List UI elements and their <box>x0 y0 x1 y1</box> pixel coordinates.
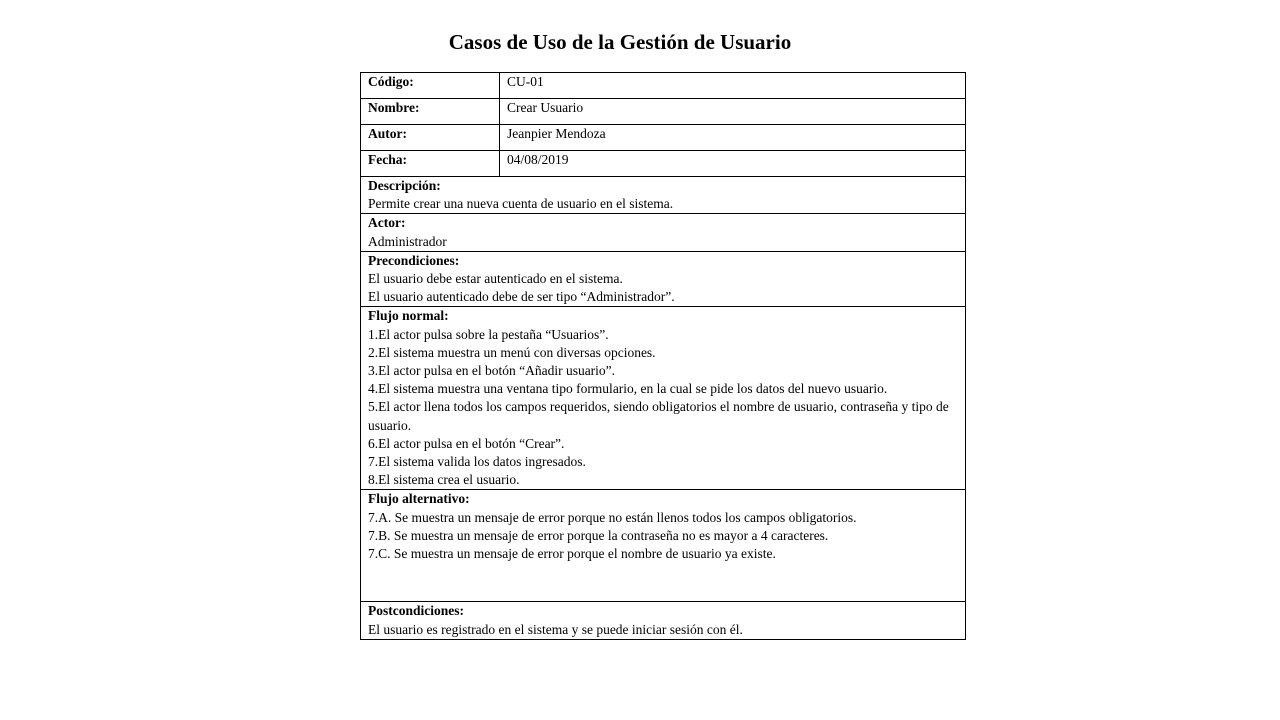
flujo-normal-step: 3.El actor pulsa en el botón “Añadir usuario”. <box>368 363 616 379</box>
field-value-fecha: 04/08/2019 <box>500 151 966 177</box>
descripcion-label: Descripción: <box>368 178 441 193</box>
flujo-normal-step: 1.El actor pulsa sobre la pestaña “Usuarios”. <box>368 326 609 342</box>
flujo-normal-step: 7.El sistema valida los datos ingresados. <box>368 454 586 470</box>
field-row-codigo <box>361 73 966 99</box>
flujo-normal-step: 5.El actor llena todos los campos requeridos, siendo obligatorios el nombre de usuario, contraseña y tipo de usuario. <box>368 399 949 433</box>
flujo-normal-label: Flujo normal: <box>368 308 449 324</box>
field-row-nombre <box>361 99 966 125</box>
field-label-fecha: Fecha: <box>361 151 500 177</box>
section-actor <box>361 214 966 251</box>
precondicion-item: El usuario autenticado debe de ser tipo “Administrador”. <box>368 289 675 305</box>
precondicion-item: El usuario debe estar autenticado en el sistema. <box>368 271 623 287</box>
flujo-normal-step: 6.El actor pulsa en el botón “Crear”. <box>368 435 565 451</box>
document-title: Casos de Uso de la Gestión de Usuario <box>448 30 792 54</box>
field-label-autor: Autor: <box>361 125 500 151</box>
flujo-alternativo-step: 7.C. Se muestra un mensaje de error porque el nombre de usuario ya existe. <box>368 546 776 562</box>
actor-label: Actor: <box>368 215 406 231</box>
section-flujo-normal <box>361 307 966 490</box>
field-value-codigo: CU-01 <box>500 73 966 99</box>
flujo-alternativo-step: 7.B. Se muestra un mensaje de error porque la contraseña no es mayor a 4 caracteres. <box>368 527 829 543</box>
section-postcondiciones <box>361 602 966 639</box>
descripcion-text: Permite crear una nueva cuenta de usuario en el sistema. <box>368 196 674 212</box>
field-label-codigo: Código: <box>361 73 500 99</box>
field-row-autor <box>361 125 966 151</box>
postcondiciones-text: El usuario es registrado en el sistema y se puede iniciar sesión con él. <box>368 621 743 637</box>
field-label-nombre: Nombre: <box>361 99 500 125</box>
flujo-normal-step: 2.El sistema muestra un menú con diversas opciones. <box>368 344 656 360</box>
flujo-normal-step: 4.El sistema muestra una ventana tipo formulario, en la cual se pide los datos del nuevo usuario. <box>368 381 888 397</box>
field-value-autor: Jeanpier Mendoza <box>500 125 966 151</box>
flujo-alternativo-label: Flujo alternativo: <box>368 491 470 507</box>
section-precondiciones <box>361 251 966 307</box>
section-descripcion <box>361 177 966 214</box>
actor-text: Administrador <box>368 233 447 249</box>
flujo-alternativo-step: 7.A. Se muestra un mensaje de error porque no están llenos todos los campos obligatorios. <box>368 509 857 525</box>
flujo-normal-step: 8.El sistema crea el usuario. <box>368 472 520 488</box>
field-value-nombre: Crear Usuario <box>500 99 966 125</box>
field-row-fecha <box>361 151 966 177</box>
use-case-table <box>360 72 966 640</box>
precondiciones-label: Precondiciones: <box>368 252 460 268</box>
section-flujo-alternativo <box>361 490 966 602</box>
postcondiciones-label: Postcondiciones: <box>368 603 464 619</box>
